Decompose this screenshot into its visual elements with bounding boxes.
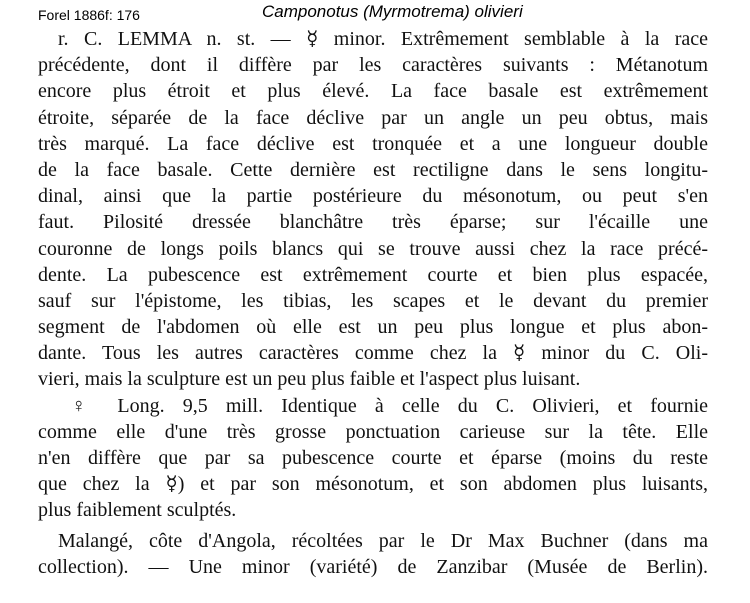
document-body [38,26,708,580]
paragraph-locality [38,528,708,580]
text-line: dante. Tous les autres caractères comme chez la ☿ minor du C. Oli- [38,342,708,365]
text-line: de la face basale. Cette dernière est rectiligne dans le sens longitu- [38,158,708,181]
text-line: comme elle d'une très grosse ponctuation carieuse sur la tête. Elle [38,420,708,443]
text-line: r. C. LEMMA n. st. — ☿ minor. Extrêmement semblable à la race [38,28,708,50]
text-line: étroite, séparée de la face déclive par un angle un peu obtus, mais [38,106,708,129]
text-line: faut. Pilosité dressée blanchâtre très éparse; sur l'écaille une [38,211,708,234]
page-header [0,2,750,26]
paragraph-lemma-worker [38,26,708,393]
text-line: collection). — Une minor (variété) de Zanzibar (Musée de Berlin). [38,555,708,578]
text-line: ♀ Long. 9,5 mill. Identique à celle du C. Olivieri, et fournie [38,394,708,417]
text-line: dinal, ainsi que la partie postérieure du mésonotum, ou peut s'en [38,185,708,208]
text-line: dente. La pubescence est extrêmement courte et bien plus espacée, [38,263,708,286]
text-line: n'en diffère que par sa pubescence courte et éparse (moins du reste [38,447,708,469]
text-line: sauf sur l'épistome, les tibias, les scapes et le devant du premier [38,289,708,312]
text-line: segment de l'abdomen où elle est un peu plus longue et plus abon- [38,316,708,339]
text-line: encore plus étroit et plus élevé. La face basale est extrêmement [38,80,708,103]
text-line: vieri, mais la sculpture est un peu plus faible et l'aspect plus luisant. [38,368,581,391]
taxon-title: Camponotus (Myrmotrema) olivieri [262,2,523,21]
text-line: Malangé, côte d'Angola, récoltées par le Dr Max Buchner (dans ma [38,529,708,552]
text-line: précédente, dont il diffère par les caractères suivants : Métanotum [38,54,708,77]
text-line: que chez la ☿) et par son mésonotum, et son abdomen plus luisants, [38,473,708,496]
text-line: couronne de longs poils blancs qui se trouve aussi chez la race précé- [38,237,708,260]
source-citation: Forel 1886f: 176 [38,7,140,23]
text-line: plus faiblement sculptés. [38,499,237,522]
paragraph-female [38,393,708,524]
text-line: très marqué. La face déclive est tronquée et a une longueur double [38,132,708,155]
